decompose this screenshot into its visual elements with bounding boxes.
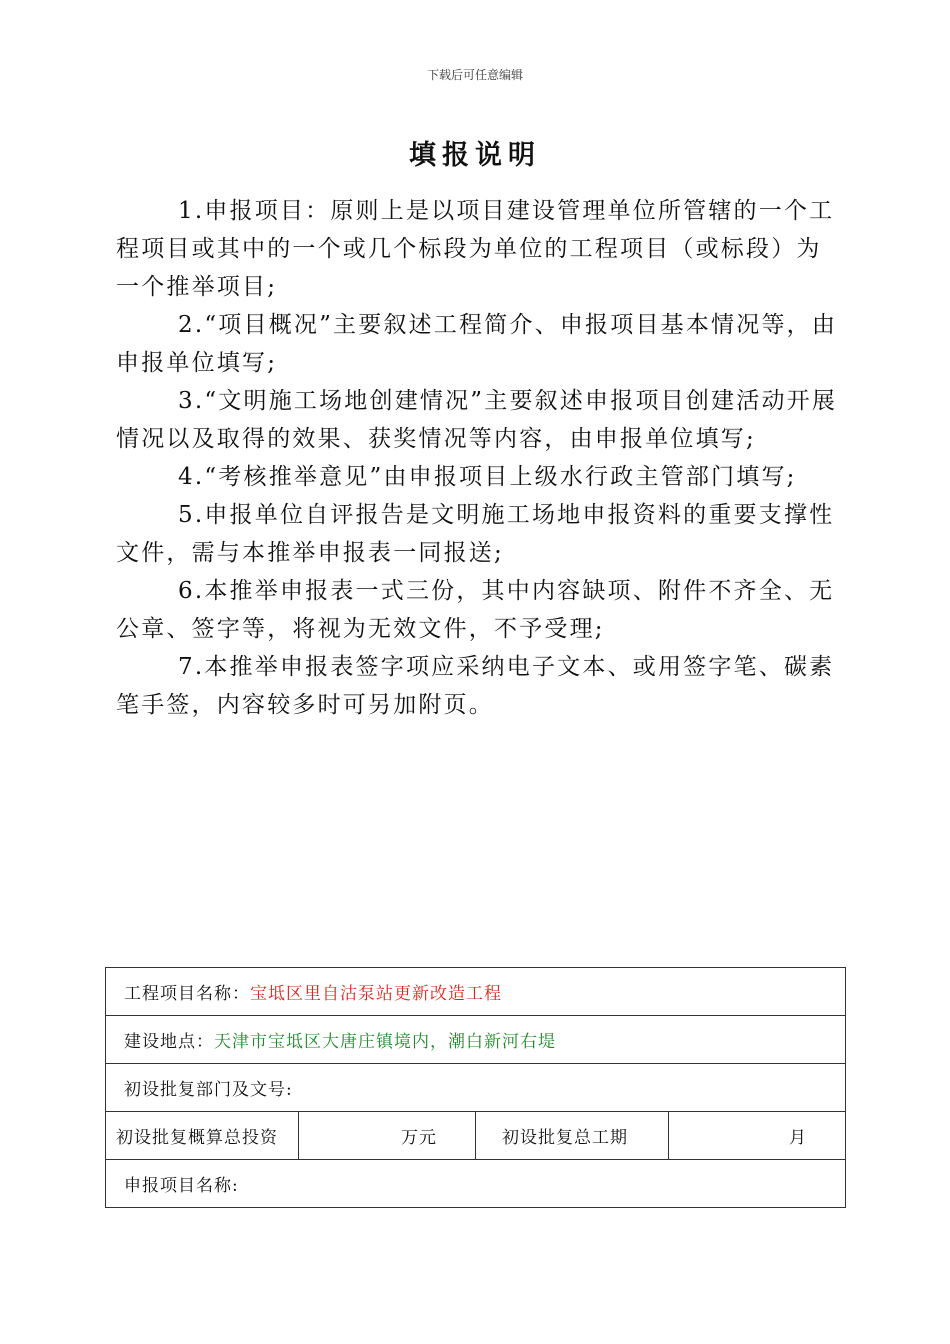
project-name-value: 宝坻区里自沽泵站更新改造工程 [250, 984, 502, 1004]
instruction-item: 6.本推举申报表一式三份，其中内容缺项、附件不齐全、无公章、签字等，将视为无效文件，不予受理; [116, 578, 835, 642]
table-row [106, 1064, 846, 1112]
approval-dept-label: 初设批复部门及文号: [124, 1080, 293, 1100]
location-cell [106, 1016, 846, 1064]
location-label: 建设地点： [124, 1032, 214, 1052]
project-name-label: 工程项目名称： [124, 984, 250, 1004]
duration-unit: 月 [669, 1112, 846, 1160]
declared-project-label: 申报项目名称: [124, 1176, 239, 1196]
table-row [106, 968, 846, 1016]
investment-unit: 万元 [299, 1112, 476, 1160]
duration-label: 初设批复总工期 [476, 1112, 669, 1160]
table-row [106, 1016, 846, 1064]
instruction-item: 5.申报单位自评报告是文明施工场地申报资料的重要支撑性文件，需与本推举申报表一同报送; [116, 502, 835, 566]
instruction-item: 4.“考核推举意见”由申报项目上级水行政主管部门填写; [178, 464, 797, 490]
instruction-item: 2.“项目概况”主要叙述工程简介、申报项目基本情况等，由申报单位填写; [116, 312, 838, 376]
declared-project-cell [106, 1160, 846, 1208]
application-form-table [105, 967, 846, 1208]
approval-dept-cell [106, 1064, 846, 1112]
table-row [106, 1160, 846, 1208]
table-row [106, 1112, 846, 1160]
page-title: 填报说明 [409, 140, 541, 171]
header-note: 下载后可任意编辑 [426, 68, 523, 82]
instruction-item: 7.本推举申报表签字项应采纳电子文本、或用签字笔、碳素笔手签，内容较多时可另加附页。 [116, 654, 835, 718]
location-value: 天津市宝坻区大唐庄镇境内，潮白新河右堤 [214, 1032, 556, 1052]
instruction-item: 1.申报项目：原则上是以项目建设管理单位所管辖的一个工程项目或其中的一个或几个标段为单位的工程项目（或标段）为一个推举项目; [116, 198, 835, 300]
investment-label: 初设批复概算总投资 [106, 1112, 299, 1160]
project-name-cell [106, 968, 846, 1016]
instructions-list [116, 192, 838, 724]
instruction-item: 3.“文明施工场地创建情况”主要叙述申报项目创建活动开展情况以及取得的效果、获奖情况等内容，由申报单位填写; [116, 388, 838, 452]
